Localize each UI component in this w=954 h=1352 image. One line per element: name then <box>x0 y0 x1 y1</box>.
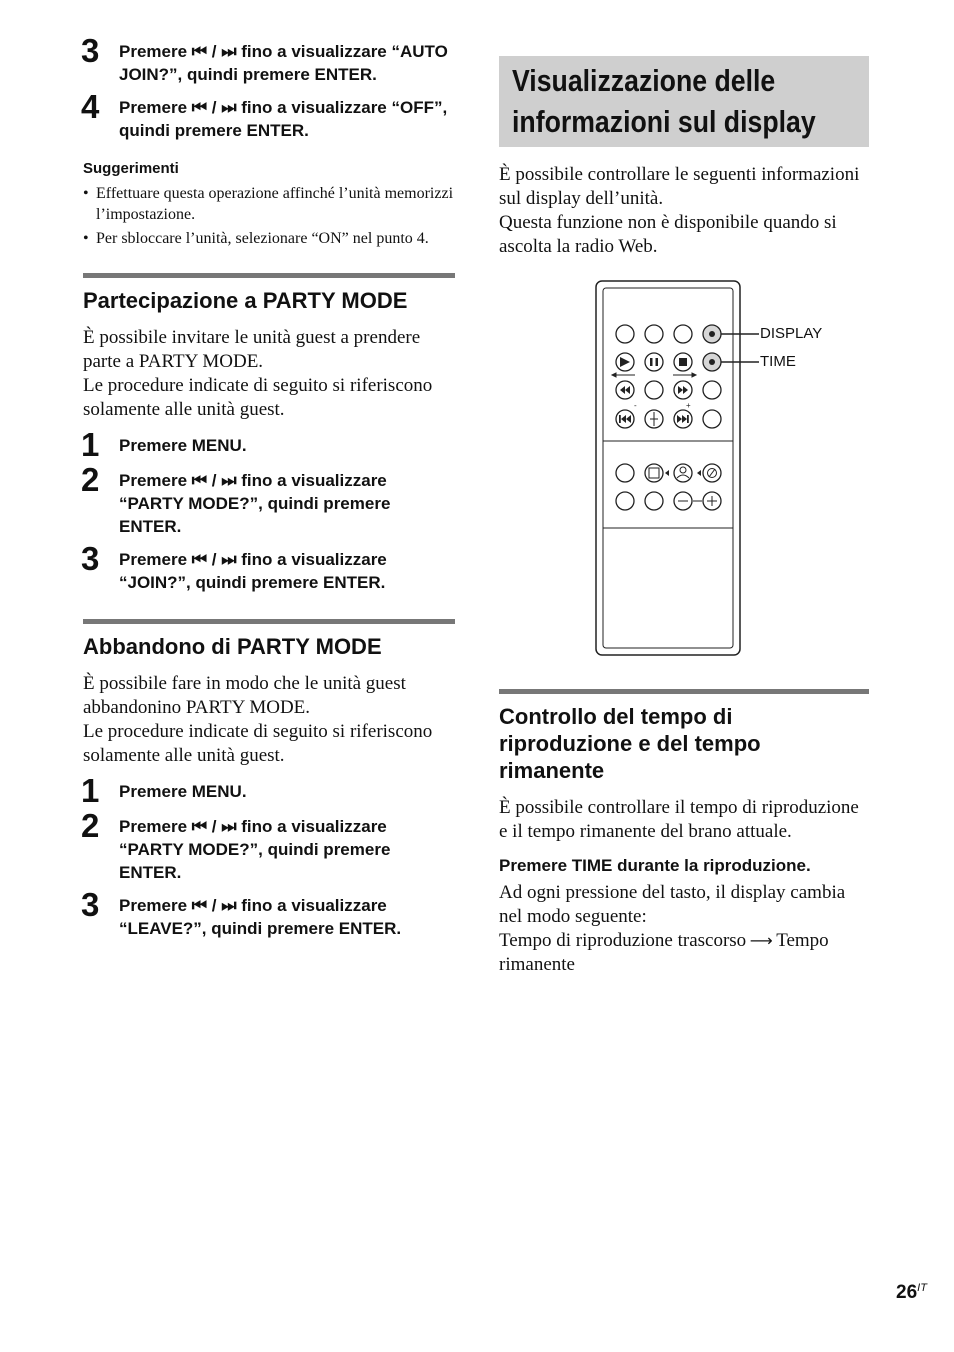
step-text: Premere ⏮ / ⏭ fino a visualizzare “LEAVE?”, quindi premere ENTER. <box>119 896 402 938</box>
sequence-to: Tempo rimanente <box>499 930 829 975</box>
tip-item: • Per sbloccare l’unità, selezionare “ON” nel punto 4. <box>83 230 429 247</box>
tips-heading: Suggerimenti <box>83 160 179 177</box>
step-1-menu <box>81 772 455 809</box>
section-heading: Abbandono di PARTY MODE <box>83 634 382 659</box>
step-2-party-mode <box>81 807 455 884</box>
section-intro: È possibile fare in modo che le unità guest abbandonino PARTY MODE. <box>83 673 406 718</box>
section-heading: Controllo del tempo di riproduzione e del tempo rimanente <box>499 704 761 783</box>
step-text: Premere ⏮ / ⏭ fino a visualizzare “PARTY MODE?”, quindi premere ENTER. <box>119 817 391 882</box>
step-number: 3 <box>81 886 100 923</box>
time-intro: È possibile controllare il tempo di riproduzione e il tempo rimanente del brano attuale. <box>499 797 859 842</box>
step-3-join <box>81 540 455 594</box>
step-text: Premere ⏮ / ⏭ fino a visualizzare “AUTO JOIN?”, quindi premere ENTER. <box>119 42 448 84</box>
left-column <box>83 0 455 940</box>
section-note: Le procedure indicate di seguito si riferiscono solamente alle unità guest. <box>83 721 433 766</box>
step-number: 1 <box>81 426 100 463</box>
step-text: Premere MENU. <box>119 782 247 801</box>
page-title <box>512 60 816 142</box>
time-section <box>499 689 869 977</box>
party-mode-section <box>83 273 455 594</box>
svg-text:-: - <box>634 401 637 410</box>
display-intro: È possibile controllare le seguenti informazioni sul display dell’unità. <box>499 164 860 209</box>
step-number: 3 <box>81 540 100 577</box>
remote-illustration <box>499 279 869 659</box>
right-arrow-icon: ⟶ <box>749 931 773 950</box>
page-number <box>896 1282 927 1304</box>
tip-text: Per sbloccare l’unità, selezionare “ON” nel punto 4. <box>96 230 429 247</box>
tip-text: Effettuare questa operazione affinché l’unità memorizzi l’impostazione. <box>96 185 454 223</box>
step-3-auto-join <box>81 32 455 86</box>
right-column <box>499 0 869 977</box>
step-number: 2 <box>81 807 100 844</box>
time-instruction: Premere TIME durante la riproduzione. <box>499 856 811 875</box>
step-1-menu <box>81 426 455 463</box>
step-text: Premere ⏮ / ⏭ fino a visualizzare “JOIN?”, quindi premere ENTER. <box>119 550 387 592</box>
display-note: Questa funzione non è disponibile quando si ascolta la radio Web. <box>499 212 837 257</box>
section-heading: Partecipazione a PARTY MODE <box>83 288 408 313</box>
time-button-label: TIME <box>760 353 796 370</box>
step-text: Premere MENU. <box>119 436 247 455</box>
step-text: Premere ⏮ / ⏭ fino a visualizzare “OFF”, quindi premere ENTER. <box>119 98 448 140</box>
section-note: Le procedure indicate di seguito si riferiscono solamente alle unità guest. <box>83 375 433 420</box>
section-intro: È possibile invitare le unità guest a prendere parte a PARTY MODE. <box>83 327 421 372</box>
page-title-text: Visualizzazione delle informazioni sul display <box>512 63 816 139</box>
step-number: 3 <box>81 32 100 69</box>
step-number: 2 <box>81 461 100 498</box>
page-language-suffix: IT <box>917 1282 927 1294</box>
title-banner <box>499 56 869 147</box>
time-description: Ad ogni pressione del tasto, il display cambia nel modo seguente: <box>499 882 846 927</box>
step-3-leave <box>81 886 455 940</box>
sequence-from: Tempo di riproduzione trascorso <box>499 930 747 951</box>
step-number: 1 <box>81 772 100 809</box>
time-sequence <box>499 929 869 977</box>
display-button-label: DISPLAY <box>760 325 823 342</box>
step-number: 4 <box>81 88 100 125</box>
page-number-value: 26 <box>896 1282 918 1303</box>
tip-item: • Effettuare questa operazione affinché l’unità memorizzi l’impostazione. <box>83 185 454 223</box>
svg-text:+: + <box>686 401 691 410</box>
step-text: Premere ⏮ / ⏭ fino a visualizzare “PARTY MODE?”, quindi premere ENTER. <box>119 471 391 536</box>
step-2-party-mode <box>81 461 455 538</box>
step-4-off <box>81 88 455 142</box>
leave-party-section <box>83 619 455 940</box>
